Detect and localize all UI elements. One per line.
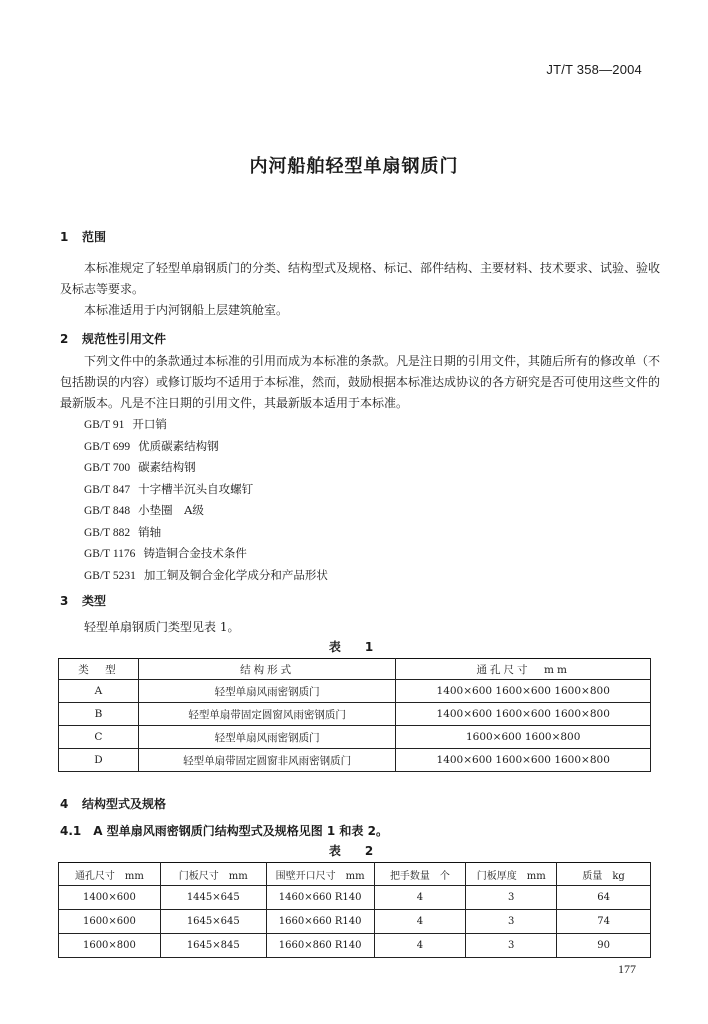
table-cell: 64 <box>557 886 651 910</box>
reference-code: GB/T 700 <box>84 462 131 474</box>
reference-item <box>84 479 328 501</box>
table-cell: 1645×845 <box>160 934 266 958</box>
table-row <box>59 680 651 703</box>
section-number: 2 <box>60 332 69 346</box>
reference-item <box>84 436 328 458</box>
reference-title: 小垫圈 A级 <box>138 503 204 517</box>
table-2 <box>58 862 651 958</box>
table-row <box>59 749 651 772</box>
section-2-paragraph-1: 下列文件中的条款通过本标准的引用而成为本标准的条款。凡是注日期的引用文件，其随后所有的修改单（不包括勘误的内容）或修订版均不适用于本标准，然而，鼓励根据本标准达成协议的各方研究是否可使用这些文件的最新版本。凡是不注日期的引用文件，其最新版本适用于本标准。 <box>60 354 661 410</box>
normative-references-list <box>84 414 328 586</box>
table-cell: 1600×600 1600×800 <box>396 726 651 749</box>
reference-item <box>84 565 328 587</box>
table-cell: 4 <box>374 934 466 958</box>
table-header-row <box>59 659 651 680</box>
reference-title: 十字槽半沉头自攻螺钉 <box>138 481 254 496</box>
section-number: 3 <box>60 594 69 608</box>
subsection-4-1-heading: 4.1 A 型单扇风雨密钢质门结构型式及规格见图 1 和表 2。 <box>60 824 388 838</box>
table-cell: 1445×645 <box>160 886 266 910</box>
table-row <box>59 886 651 910</box>
table-header-cell: 质量 kg <box>557 863 651 886</box>
table-cell: 轻型单扇带固定圆窗非风雨密钢质门 <box>138 749 396 772</box>
reference-code: GB/T 699 <box>84 440 131 453</box>
table-cell: 1660×860 R140 <box>266 934 374 958</box>
table-cell: 4 <box>374 910 466 934</box>
table-cell: 4 <box>374 886 466 910</box>
table-1 <box>58 658 651 772</box>
reference-code: GB/T 848 <box>84 505 131 517</box>
reference-item <box>84 522 328 544</box>
table-header-cell: 通孔尺寸 mm <box>59 863 161 886</box>
reference-title: 铸造铜合金技术条件 <box>143 546 247 560</box>
section-title: 范围 <box>82 230 107 244</box>
section-2-heading <box>60 330 166 347</box>
table-cell: 1400×600 1600×600 1600×800 <box>396 749 651 772</box>
reference-title: 销轴 <box>138 524 162 539</box>
table-cell: B <box>59 703 139 726</box>
table-cell: 1400×600 <box>59 886 161 910</box>
reference-code: GB/T 882 <box>84 526 131 539</box>
table-row <box>59 934 651 958</box>
table-cell: 轻型单扇风雨密钢质门 <box>138 680 396 703</box>
table-cell: 90 <box>557 934 651 958</box>
table-cell: 1645×645 <box>160 910 266 934</box>
section-title: 结构型式及规格 <box>82 797 167 811</box>
reference-code: GB/T 5231 <box>84 569 136 582</box>
table-cell: 轻型单扇带固定圆窗风雨密钢质门 <box>138 703 396 726</box>
table-cell: 74 <box>557 910 651 934</box>
table-header-cell: 通孔尺寸 mm <box>396 659 651 680</box>
reference-code: GB/T 847 <box>84 483 131 496</box>
section-title: 规范性引用文件 <box>82 332 167 346</box>
table-row <box>59 726 651 749</box>
section-1-heading <box>60 228 106 245</box>
section-3-paragraph-1: 轻型单扇钢质门类型见表 1。 <box>84 620 240 634</box>
section-number: 1 <box>60 230 69 244</box>
document-title: 内河船舶轻型单扇钢质门 <box>249 156 459 177</box>
table-1-caption: 表 1 <box>328 640 380 654</box>
section-title: 类型 <box>82 594 107 608</box>
reference-title: 优质碳素结构钢 <box>138 438 219 453</box>
table-cell: 1460×660 R140 <box>266 886 374 910</box>
table-header-cell: 围壁开口尺寸 mm <box>266 863 374 886</box>
reference-code: GB/T 1176 <box>84 548 136 560</box>
table-cell: A <box>59 680 139 703</box>
table-cell: 3 <box>466 934 557 958</box>
section-3-heading <box>60 592 106 609</box>
table-cell: 1600×800 <box>59 934 161 958</box>
section-4-heading <box>60 795 166 812</box>
table-cell: 3 <box>466 910 557 934</box>
table-header-cell: 结构形式 <box>138 659 396 680</box>
reference-item <box>84 457 328 479</box>
table-cell: 3 <box>466 886 557 910</box>
table-header-cell: 把手数量 个 <box>374 863 466 886</box>
page-number: 177 <box>618 962 636 976</box>
table-2-caption: 表 2 <box>328 844 380 858</box>
table-cell: 轻型单扇风雨密钢质门 <box>138 726 396 749</box>
reference-title: 碳素结构钢 <box>138 460 196 474</box>
table-header-cell: 门板厚度 mm <box>466 863 557 886</box>
reference-item <box>84 543 328 565</box>
table-cell: 1600×600 <box>59 910 161 934</box>
table-cell: 1400×600 1600×600 1600×800 <box>396 680 651 703</box>
reference-item <box>84 500 328 522</box>
reference-item <box>84 414 328 436</box>
standard-code: JT/T 358—2004 <box>546 62 642 77</box>
table-cell: 1400×600 1600×600 1600×800 <box>396 703 651 726</box>
table-cell: 1660×660 R140 <box>266 910 374 934</box>
section-1-paragraph-1: 本标准规定了轻型单扇钢质门的分类、结构型式及规格、标记、部件结构、主要材料、技术要求、试验、验收及标志等要求。 <box>60 261 661 296</box>
table-header-cell: 门板尺寸 mm <box>160 863 266 886</box>
reference-title: 加工铜及铜合金化学成分和产品形状 <box>143 567 328 582</box>
section-number: 4 <box>60 797 69 811</box>
table-cell: C <box>59 726 139 749</box>
table-cell: D <box>59 749 139 772</box>
table-header-cell: 类 型 <box>59 659 139 680</box>
table-row <box>59 910 651 934</box>
reference-code: GB/T 91 <box>84 419 125 431</box>
table-row <box>59 703 651 726</box>
section-1-paragraph-2: 本标准适用于内河钢船上层建筑舱室。 <box>84 303 289 317</box>
reference-title: 开口销 <box>132 417 167 431</box>
table-header-row <box>59 863 651 886</box>
